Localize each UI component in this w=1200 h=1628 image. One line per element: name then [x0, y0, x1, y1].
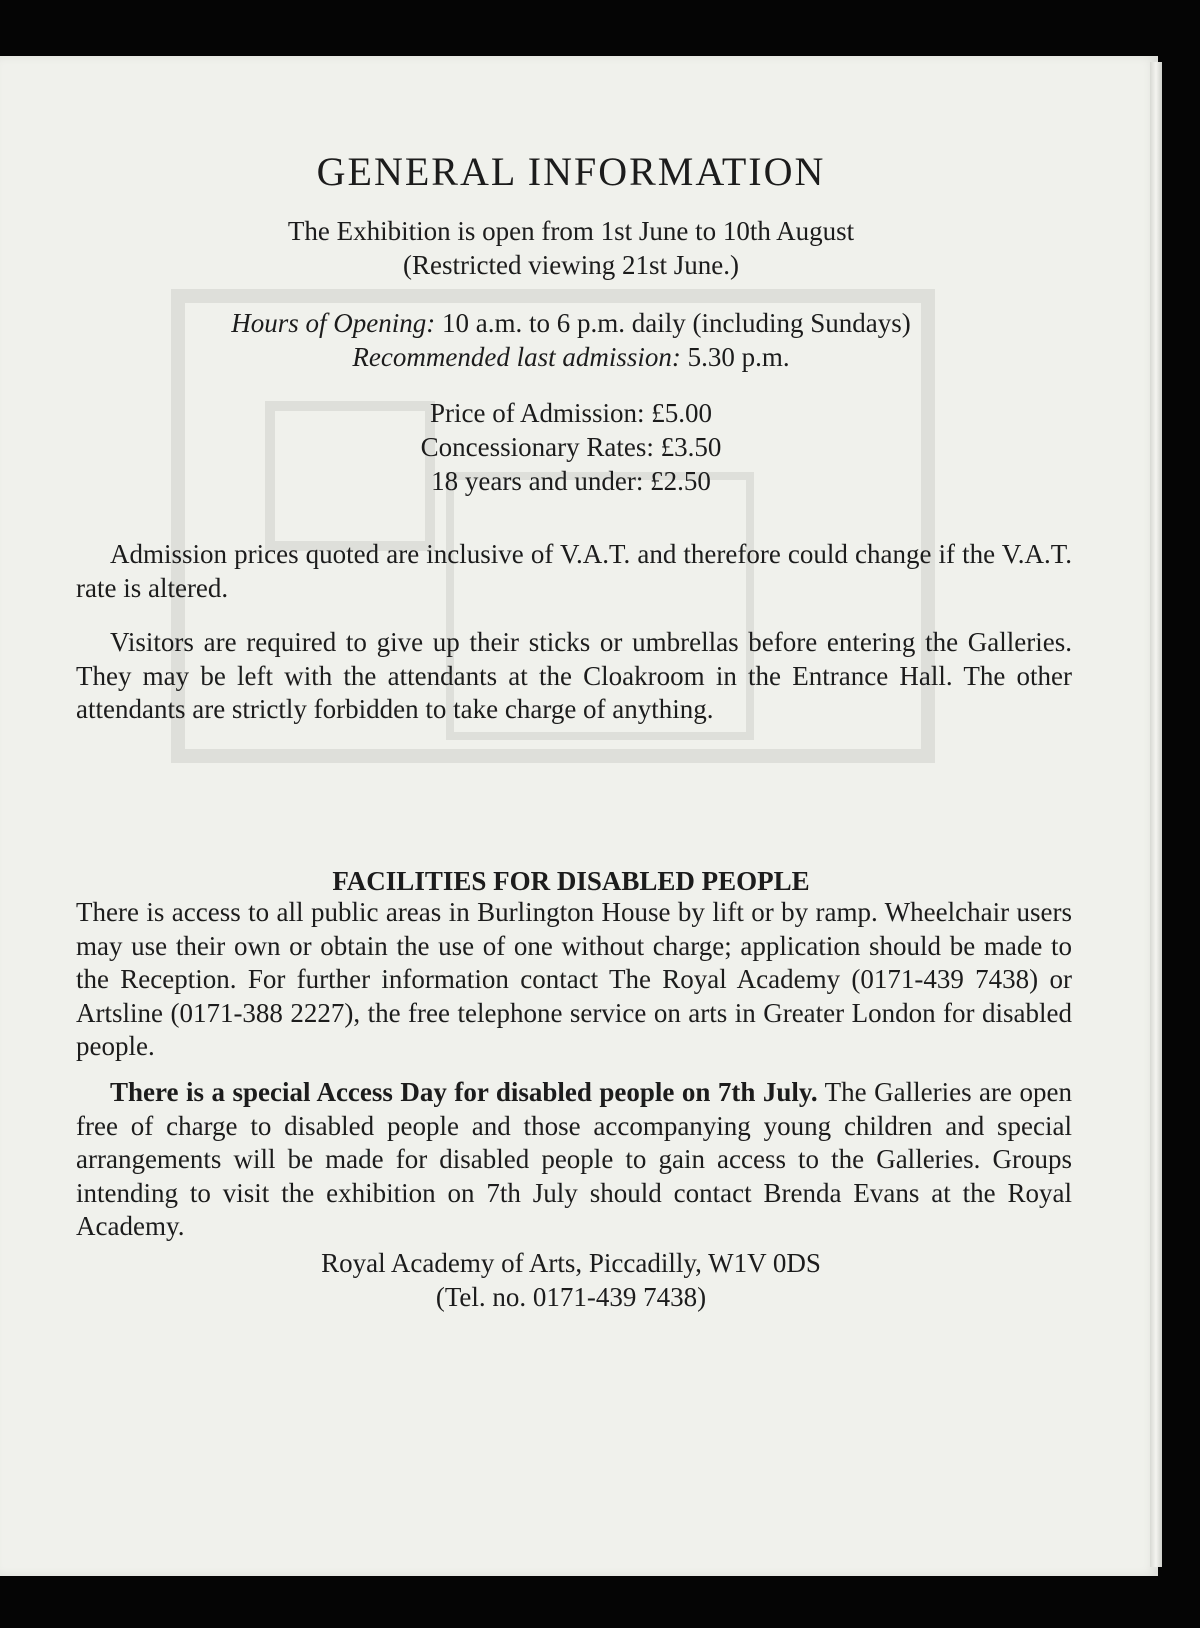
- hours-label: Hours of Opening:: [231, 308, 436, 338]
- access-day-paragraph: [76, 1076, 1072, 1244]
- dates-line: The Exhibition is open from 1st June to 10th August: [287, 216, 855, 246]
- opening-hours: [0, 306, 1142, 374]
- facilities-body: There is access to all public areas in Burlington House by lift or by ramp. Wheelchair users may use their own or obtain the use of one without charge; application should be made to the Reception. For further information contact The Royal Academy (0171-439 7438) or Artsline (0171-388 2227), the free telephone service on arts in Greater London for disabled people.: [76, 897, 1072, 1061]
- address-block: [0, 1246, 1142, 1314]
- access-day-details: The Galleries are open free of charge to disabled people and those accompanying young children and special arrangements will be made for disabled people to gain access to the Galleries. Groups intending to visit the exhibition on 7th July should contact Brenda Evans at the Royal Academy.: [76, 1077, 1072, 1241]
- visitors-note: Visitors are required to give up their sticks or umbrellas before entering the Galleries. They may be left with the attendants at the Cloakroom in the Entrance Hall. The other attendants are strictly forbidden to take charge of anything.: [76, 627, 1072, 724]
- last-admission-label: Recommended last admission:: [352, 342, 681, 372]
- facilities-heading: FACILITIES FOR DISABLED PEOPLE: [332, 866, 810, 896]
- exhibition-dates: [0, 214, 1142, 282]
- restricted-viewing-line: (Restricted viewing 21st June.): [403, 250, 739, 280]
- hours-value: 10 a.m. to 6 p.m. daily (including Sundays): [435, 308, 911, 338]
- price-admission: Price of Admission: £5.00: [430, 398, 712, 428]
- vat-note: Admission prices quoted are inclusive of V.A.T. and therefore could change if the V.A.T. rate is altered.: [76, 539, 1072, 603]
- price-concession: Concessionary Rates: £3.50: [420, 432, 722, 462]
- page-title: GENERAL INFORMATION: [316, 149, 826, 194]
- price-under-18: 18 years and under: £2.50: [431, 466, 711, 496]
- document-page: [0, 56, 1158, 1576]
- address-line: Royal Academy of Arts, Piccadilly, W1V 0DS: [321, 1248, 821, 1278]
- access-day-highlight: There is a special Access Day for disabled people on 7th July.: [110, 1077, 818, 1107]
- page-edge: [1150, 62, 1162, 1567]
- admission-prices: [0, 396, 1142, 498]
- hours-line: [0, 306, 1142, 340]
- last-admission-value: 5.30 p.m.: [680, 342, 790, 372]
- last-admission-line: [0, 340, 1142, 374]
- show-through-texture: [0, 56, 1158, 1576]
- telephone-line: (Tel. no. 0171-439 7438): [435, 1282, 707, 1312]
